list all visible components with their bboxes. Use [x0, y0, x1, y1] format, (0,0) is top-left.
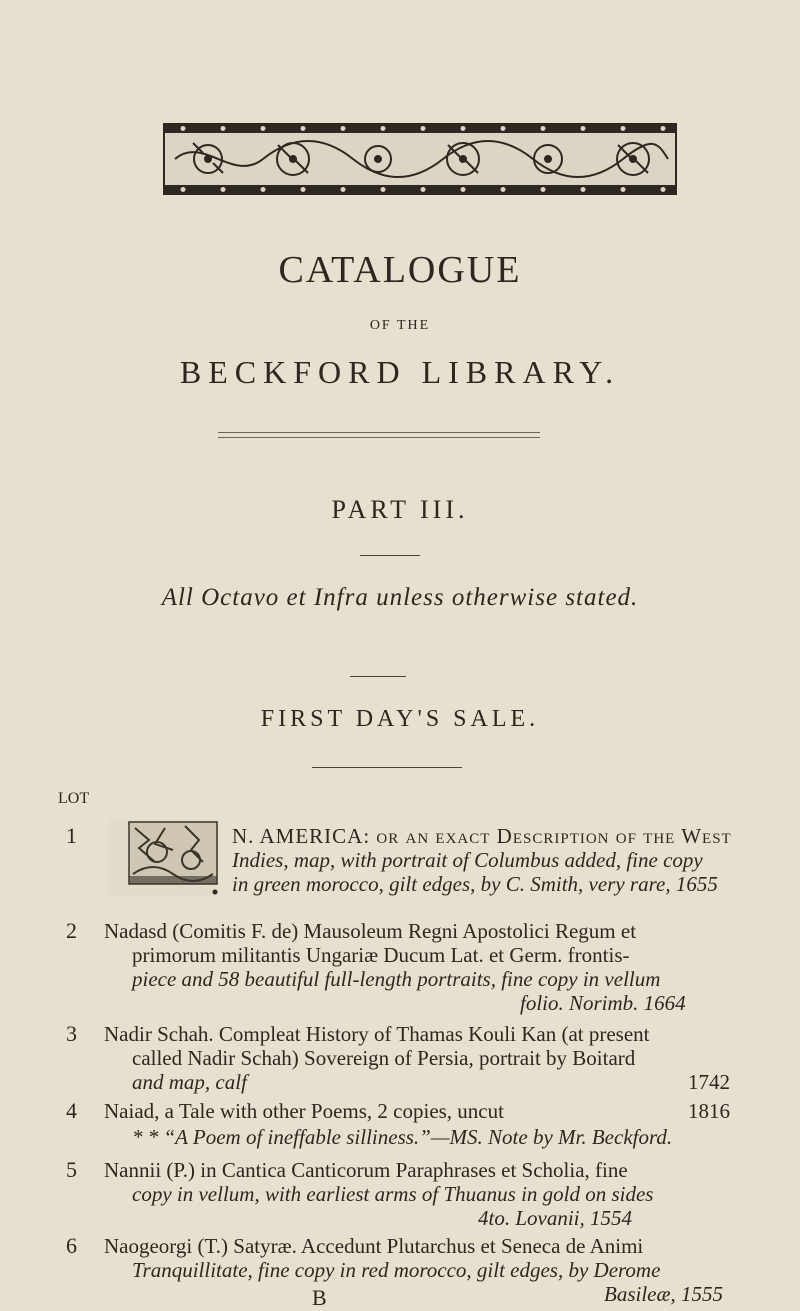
lot-line: Naogeorgi (T.) Satyræ. Accedunt Plutarchus et Seneca de Animi	[104, 1234, 644, 1258]
lot-number: 6	[66, 1233, 77, 1258]
lot-line: and map, calf	[132, 1070, 247, 1094]
lot-line: Tranquillitate, fine copy in red morocco, gilt edges, by Derome	[132, 1258, 661, 1282]
sale-heading: FIRST DAY'S SALE.	[260, 706, 540, 732]
lot-line: folio. Norimb. 1664	[520, 991, 686, 1015]
lot-line: copy in vellum, with earliest arms of Thuanus in gold on sides	[132, 1182, 654, 1206]
short-rule-divider	[350, 676, 406, 677]
ornamental-headpiece	[163, 123, 677, 195]
bookplate-illustration	[105, 818, 221, 898]
lot-line: Nadasd (Comitis F. de) Mausoleum Regni Apostolici Regum et	[104, 919, 637, 943]
signature-mark: B	[312, 1285, 327, 1310]
lot-text: N. AMERICA: or an exact Description of the West	[232, 824, 732, 848]
lot-line: in green morocco, gilt edges, by C. Smith, very rare, 1655	[232, 872, 718, 896]
lot-number: 2	[66, 918, 77, 943]
lot-number: 1	[66, 823, 77, 848]
lot-line: primorum militantis Ungariæ Ducum Lat. et Germ. frontis-	[132, 943, 630, 967]
lot-line: called Nadir Schah) Sovereign of Persia, portrait by Boitard	[132, 1046, 636, 1070]
lot-date: 1742	[688, 1070, 730, 1094]
lot-line: * * “A Poem of ineffable silliness.”—MS. Note by Mr. Beckford.	[132, 1125, 673, 1149]
lot-line: Basileæ, 1555	[604, 1282, 723, 1306]
lot-line: piece and 58 beautiful full-length portraits, fine copy in vellum	[132, 967, 661, 991]
short-rule-divider	[360, 555, 420, 556]
lot-number: 3	[66, 1021, 77, 1046]
lot-line: Nadir Schah. Compleat History of Thamas Kouli Kan (at present	[104, 1022, 650, 1046]
format-note: All Octavo et Infra unless otherwise stated.	[161, 584, 639, 611]
part-heading: PART III.	[331, 495, 469, 524]
lot-line: 4to. Lovanii, 1554	[478, 1206, 633, 1230]
rule-divider	[312, 767, 462, 768]
lot-date: 1816	[688, 1099, 730, 1123]
page-title: CATALOGUE	[278, 249, 522, 291]
subtitle-of-the: OF THE	[369, 318, 431, 333]
lot-line: Naiad, a Tale with other Poems, 2 copies, uncut	[104, 1099, 504, 1123]
library-title: BECKFORD LIBRARY.	[179, 354, 621, 390]
lot-line	[232, 824, 732, 848]
lot-line: Nannii (P.) in Cantica Canticorum Paraphrases et Scholia, fine	[104, 1158, 628, 1182]
lot-line: Indies, map, with portrait of Columbus added, fine copy	[232, 848, 703, 872]
lot-number: 4	[66, 1098, 77, 1123]
double-rule-divider	[218, 432, 540, 438]
lot-number: 5	[66, 1157, 77, 1182]
lot-column-heading: LOT	[58, 790, 90, 807]
